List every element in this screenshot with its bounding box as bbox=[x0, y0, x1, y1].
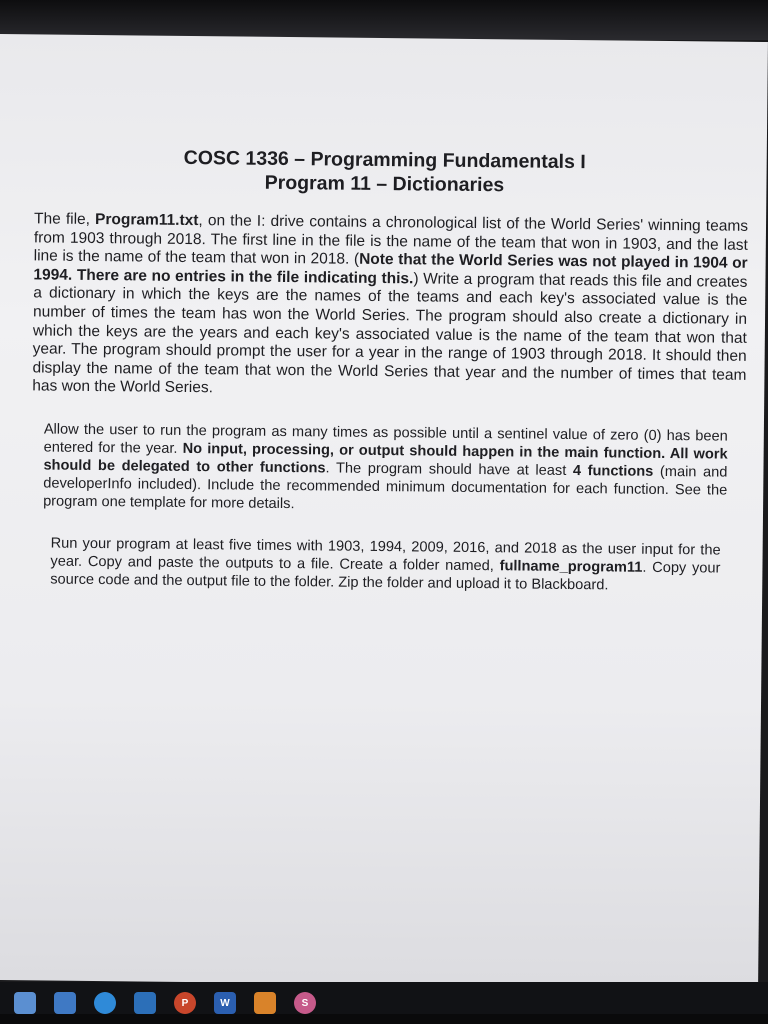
document-title bbox=[14, 144, 754, 200]
p3-text-1: Run your program at least five times with 1903, 1994, 2009, 2016, and 2018 as the user input for the year. Copy and paste the outputs to a file. Create a folder named, bbox=[50, 535, 721, 575]
p2-bold-2: 4 functions bbox=[572, 462, 654, 480]
powerpoint-icon[interactable]: P bbox=[174, 992, 196, 1014]
paragraph-2 bbox=[31, 420, 752, 518]
p1-text-1: The file, bbox=[33, 210, 96, 229]
word-icon[interactable]: W bbox=[214, 992, 236, 1014]
paragraph-3 bbox=[30, 534, 751, 596]
p2-text-1: Allow the user to run the program as many times as possible until a sentinel value of zero (0) has been entered for the year. bbox=[43, 421, 728, 457]
outlook-icon[interactable] bbox=[134, 992, 156, 1014]
paragraph-1 bbox=[32, 210, 754, 403]
p1-text-2: , on the I: drive contains a chronological list of the World Series' winning teams from 1903 through 2018. The first line in the file is the name of the team that won in 1903, and the last line is the name of the team that won in 2018. ( bbox=[33, 212, 749, 268]
title-program: Program 11 – Dictionaries bbox=[264, 171, 505, 197]
title-course: COSC 1336 – Programming Fundamentals I bbox=[183, 146, 586, 174]
chrome-icon[interactable] bbox=[94, 992, 116, 1014]
p2-bold-1: No input, processing, or output should happen in the main function. All work should be delegated to other functions bbox=[43, 440, 728, 477]
folder-icon[interactable] bbox=[54, 992, 76, 1014]
p1-text-3: ) Write a program that reads this file and creates a dictionary in which the keys are the names of the teams and each key's associated value is the number of times the team has won the World Series. The program should also create a dictionary in which the keys are the years and each key's associated value is the name of the team that won that year. The program should prompt the user for a year in the range of 1903 through 2018. It should then display the name of the team that won the World Series that year and the number of times that team has won the World Series. bbox=[32, 270, 748, 397]
document-page bbox=[30, 144, 755, 595]
monitor-bezel-bottom bbox=[0, 1014, 768, 1024]
file-explorer-icon[interactable] bbox=[14, 992, 36, 1014]
p3-folder-name: fullname_program11 bbox=[499, 558, 643, 576]
document-screen bbox=[0, 34, 768, 988]
skype-icon[interactable]: S bbox=[294, 992, 316, 1014]
p3-text-2: . Copy your source code and the output file to the folder. Zip the folder and upload it to Blackboard. bbox=[50, 559, 721, 594]
p1-filename: Program11.txt bbox=[95, 211, 199, 230]
p1-note: Note that the World Series was not played in 1904 or 1994. There are no entries in the file indicating this. bbox=[33, 250, 748, 288]
p2-text-3: (main and developerInfo included). Include the recommended minimum documentation for each function. See the program one template for more details. bbox=[43, 463, 728, 513]
app-icon[interactable] bbox=[254, 992, 276, 1014]
monitor-bezel-top bbox=[0, 0, 768, 40]
p2-text-2: . The program should have at least bbox=[325, 460, 574, 479]
